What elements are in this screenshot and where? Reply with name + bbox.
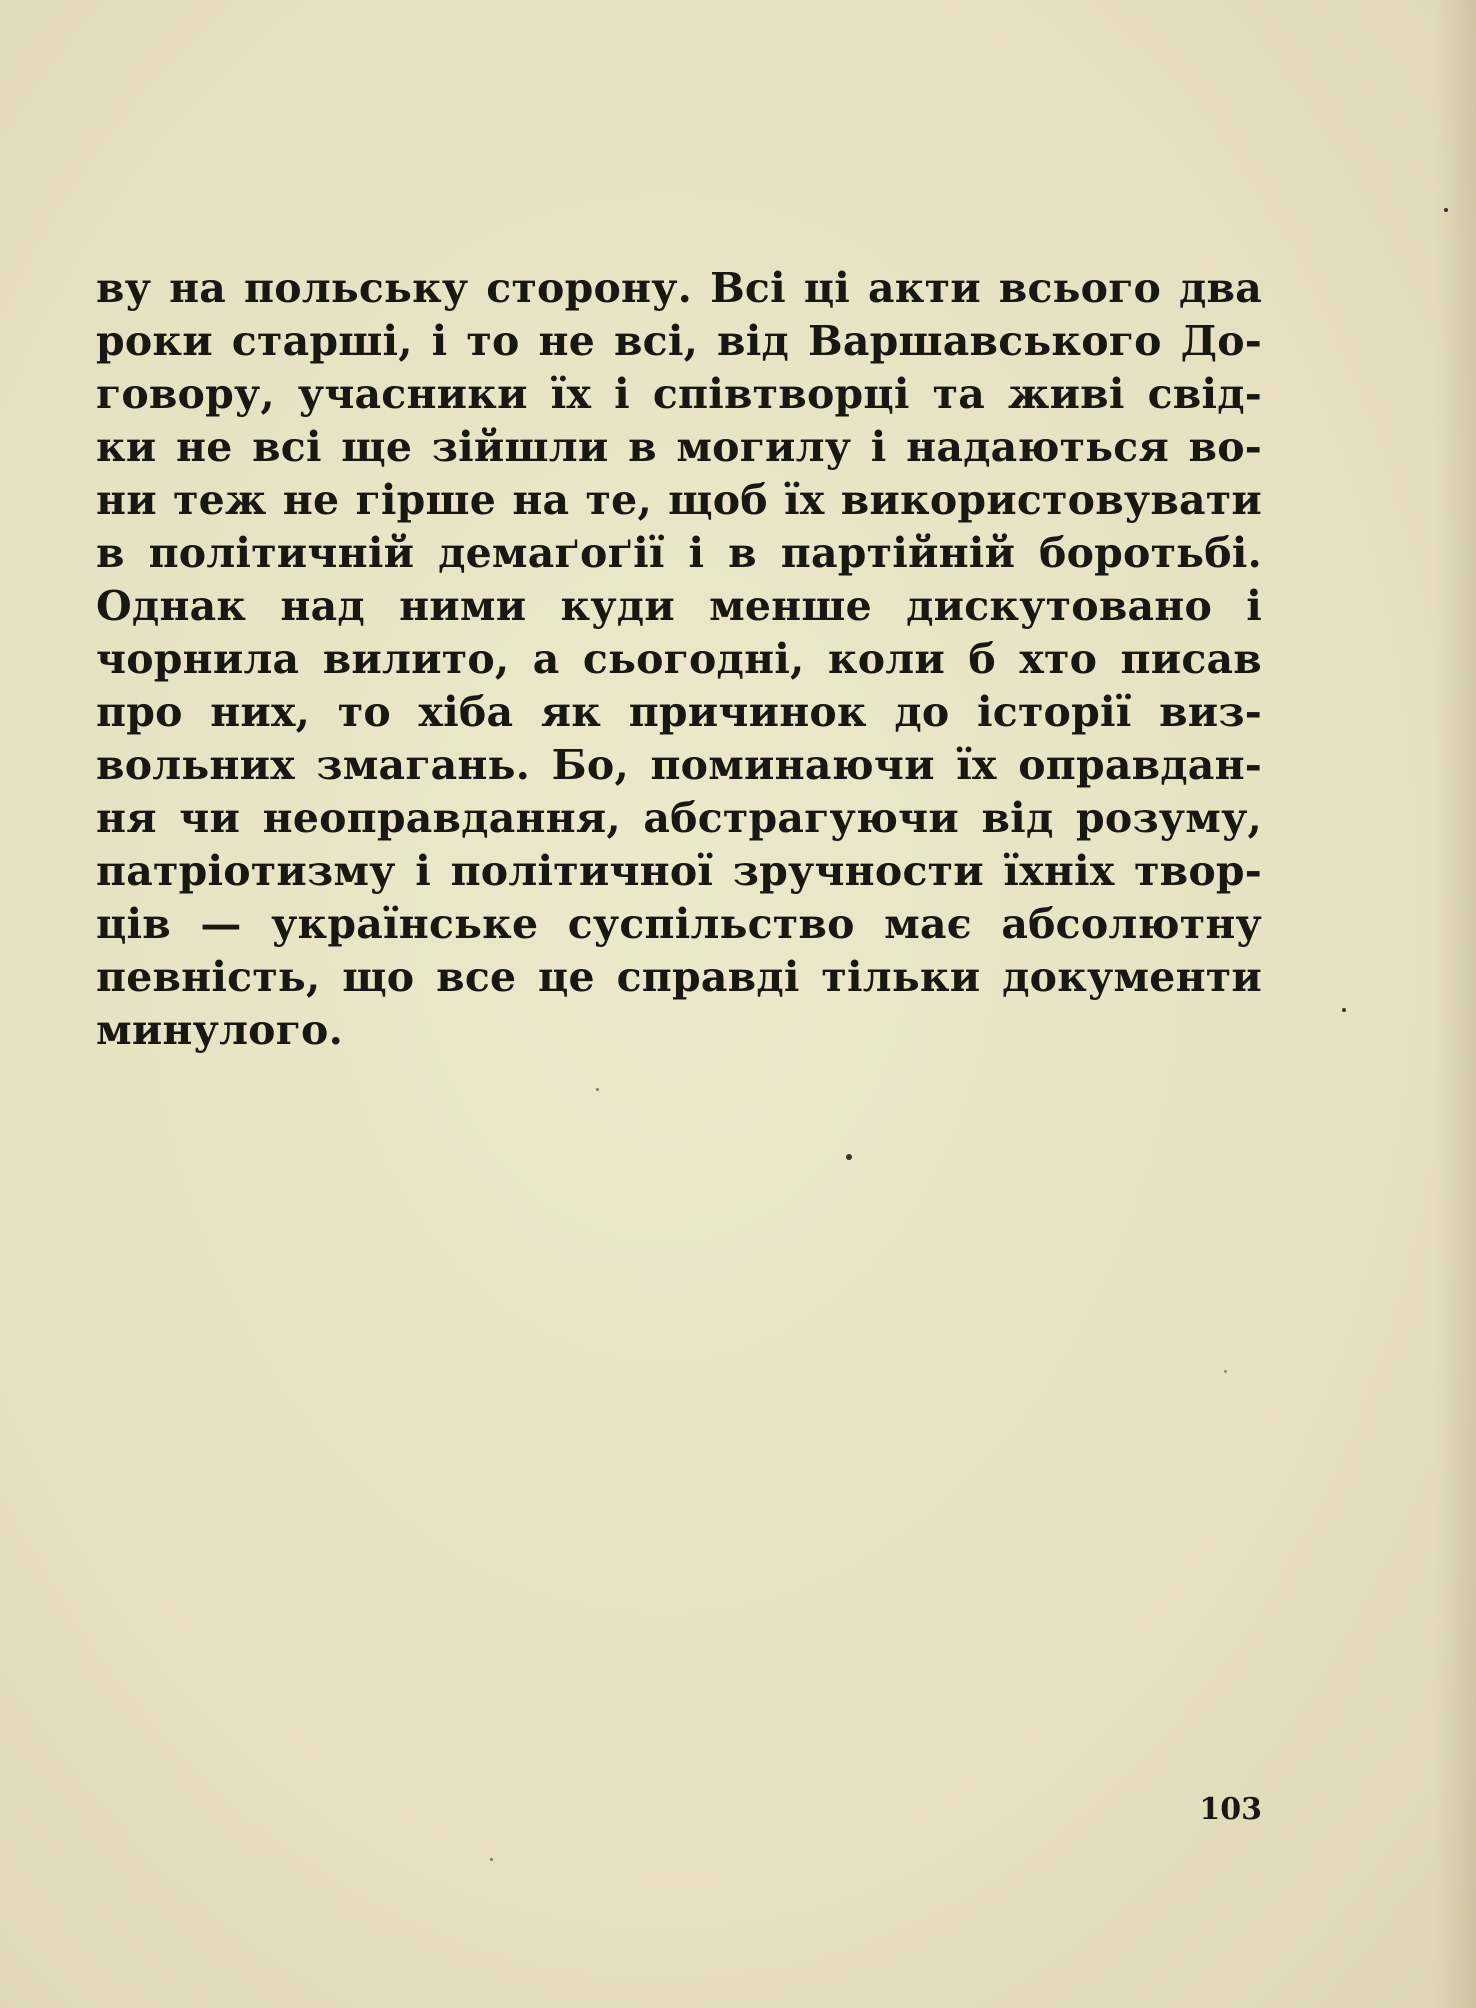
text-line: певність, що все це справді тільки документи — [96, 953, 1262, 1001]
text-line: чорнила вилито, а сьогодні, коли б хто писав — [96, 635, 1262, 683]
page-number: 103 — [1199, 1792, 1262, 1827]
text-line: минулого. — [96, 1006, 344, 1054]
text-line: Однак над ними куди менше дискутовано і — [96, 582, 1262, 630]
text-line: роки старші, і то не всі, від Варшавського До- — [96, 317, 1262, 365]
text-line: ки не всі ще зійшли в могилу і надаються во- — [96, 423, 1262, 471]
paper-speck — [1444, 208, 1448, 212]
paper-speck — [490, 1858, 493, 1861]
text-line: ву на польську сторону. Всі ці акти всього два — [96, 264, 1262, 312]
text-line: в політичній демаґоґії і в партійній боротьбі. — [96, 529, 1262, 577]
text-line: ців — українське суспільство має абсолютну — [96, 900, 1262, 948]
paper-speck — [596, 1088, 599, 1091]
body-text — [96, 262, 1262, 1057]
text-line: ни теж не гірше на те, щоб їх використовувати — [96, 476, 1262, 524]
text-line: про них, то хіба як причинок до історії виз- — [96, 688, 1262, 736]
text-line: патріотизму і політичної зручности їхніх твор- — [96, 847, 1262, 895]
paper-speck — [1342, 1008, 1346, 1012]
text-line: говору, учасники їх і співтворці та живі свід- — [96, 370, 1262, 418]
paper-speck — [846, 1154, 852, 1160]
paper-speck — [1224, 1370, 1227, 1373]
text-line: ня чи неоправдання, абстрагуючи від розуму, — [96, 794, 1262, 842]
page-edge-shadow — [1436, 0, 1476, 2008]
text-line: вольних змагань. Бо, поминаючи їх оправдан- — [96, 741, 1262, 789]
